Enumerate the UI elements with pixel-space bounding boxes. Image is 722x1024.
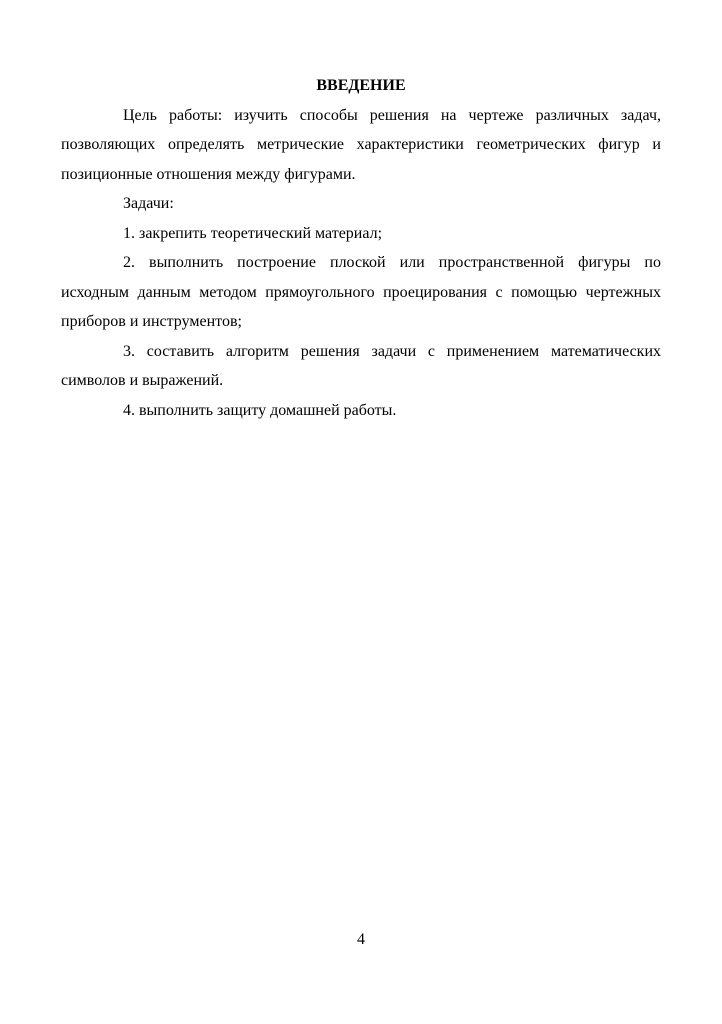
list-item-task-4: 4. выполнить защиту домашней работы. — [123, 401, 397, 419]
list-item-task-3: 3. составить алгоритм решения задачи с применением математических символов и выражений. — [61, 342, 661, 389]
paragraph-purpose: Цель работы: изучить способы решения на чертеже различных задач, позволяющих определять метрические характеристики геометрических фигур и позиционные отношения между фигурами. — [61, 106, 661, 183]
page-content — [61, 71, 661, 425]
page-number: 4 — [357, 931, 365, 948]
list-item-task-2: 2. выполнить построение плоской или пространственной фигуры по исходным данным методом прямоугольного проецирования с помощью чертежных приборов и инструментов; — [61, 254, 661, 330]
list-item-task-1: 1. закрепить теоретический материал; — [123, 224, 383, 242]
page-title: ВВЕДЕНИЕ — [316, 77, 406, 94]
paragraph-tasks-heading: Задачи: — [123, 195, 174, 212]
